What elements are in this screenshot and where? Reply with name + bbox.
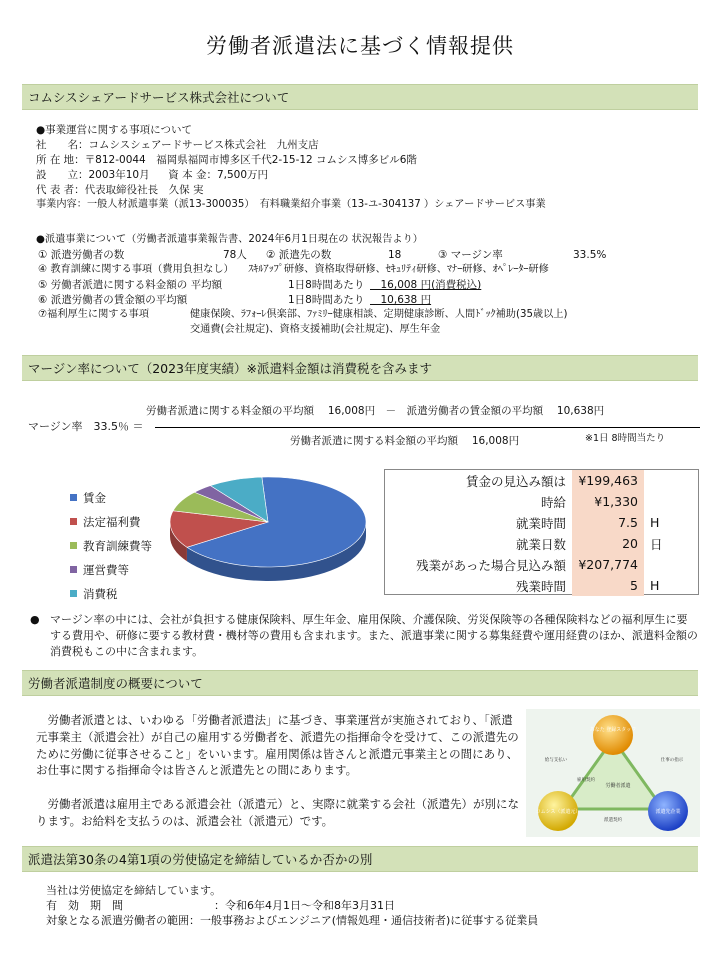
business-row xyxy=(36,198,546,213)
legend-item-wage xyxy=(70,490,106,506)
formula-numerator: 労働者派遣に関する料金額の平均額 16,008円 － 派遣労働者の賃金額の平均額 10,638円 xyxy=(146,405,605,417)
legend-label: 運営費等 xyxy=(83,563,129,577)
kpi-unit: H xyxy=(650,515,660,530)
dispatch-row-4 xyxy=(38,293,432,308)
legend-item-training xyxy=(70,538,152,554)
client-count-value: 18 xyxy=(388,249,402,261)
legend-item-welfare xyxy=(70,514,141,530)
welfare-value-2: 交通費(会社規定)、資格支援補助(会社規定)、厚生年金 xyxy=(190,324,441,335)
salary-edge-label: 給与支払い xyxy=(544,758,568,763)
legend-label: 法定福利費 xyxy=(83,515,141,529)
kpi-unit: H xyxy=(650,578,660,593)
fee-avg-value: 16,008 円(消費税込) xyxy=(370,279,482,291)
pie-svg xyxy=(168,470,378,595)
kpi-label: 残業時間 xyxy=(515,578,566,594)
kpi-row xyxy=(385,512,676,533)
kpi-unit xyxy=(644,470,676,491)
training-value: ｽｷﾙｱｯﾌﾟ研修、資格取得研修、ｾｷｭﾘﾃｨ研修、ﾏﾅｰ研修、ｵﾍﾟﾚｰﾀｰ研修 xyxy=(248,264,549,275)
kpi-value: 20 xyxy=(572,533,644,554)
address-row xyxy=(36,153,417,168)
legend-item-operation xyxy=(70,562,129,578)
kpi-row xyxy=(385,575,676,596)
established-value: 2003年10月 xyxy=(88,169,150,181)
kpi-value: 7.5 xyxy=(572,512,644,533)
kpi-label: 残業があった場合見込み額 xyxy=(416,557,566,573)
welfare-value-1: 健康保険、ﾗﾌｫｰﾚ倶楽部、ﾌｧﾐﾘｰ健康相談、定期健康診断、人間ﾄﾞｯｸ補助(35歳以上) xyxy=(190,309,568,320)
bullet: ● xyxy=(30,613,40,626)
kpi-label: 就業時間 xyxy=(515,515,566,531)
kpi-value: 5 xyxy=(572,575,644,596)
capital-label: 資 本 金： xyxy=(168,169,217,181)
agreement-status: 当社は労使協定を締結しています。 xyxy=(46,884,222,897)
worker-count-label: ① 派遣労働者の数 xyxy=(38,249,125,261)
margin-rate-value: 33.5% xyxy=(573,249,607,261)
salary-estimate-table xyxy=(384,469,699,595)
kpi-row xyxy=(385,554,676,575)
margin-rate-label: ③ マージン率 xyxy=(438,249,503,261)
diagram-svg xyxy=(526,709,700,837)
legend-swatch xyxy=(70,542,77,549)
wage-avg-value: 10,638 円 xyxy=(370,294,432,306)
kpi-label: 就業日数 xyxy=(515,536,566,552)
staff-node xyxy=(593,715,633,755)
company-row xyxy=(36,138,319,153)
worker-count-value: 78人 xyxy=(223,249,247,261)
kpi-row xyxy=(385,491,676,512)
fee-avg-label: ⑤ 労働者派遣に関する料金額の 平均額 xyxy=(38,279,223,291)
agency-node-label: コムシス（派遣元） xyxy=(535,809,581,815)
legend-swatch xyxy=(70,494,77,501)
formula-denominator: 労働者派遣に関する料金額の平均額 16,008円 xyxy=(290,435,520,447)
formula-lhs: マージン率 33.5％ ＝ xyxy=(28,420,144,433)
dispatch-row-2 xyxy=(38,263,549,278)
kpi-value: ¥1,330 xyxy=(572,491,644,512)
rep-value: 代表取締役社長 久保 実 xyxy=(84,184,204,196)
section-heading-overview: 労働者派遣制度の概要について xyxy=(22,670,698,696)
dispatch-relationship-diagram xyxy=(526,709,700,837)
dispatch-row-5 xyxy=(38,308,568,323)
instruction-edge-label: 仕事の指示 xyxy=(660,758,684,763)
target-scope: 対象となる派遣労働者の範囲：一般事務およびエンジニア(情報処理・通信技術者)に従事する従業員 xyxy=(46,914,539,927)
kpi-unit xyxy=(644,491,676,512)
wage-avg-prefix: 1日8時間あたり xyxy=(288,294,365,306)
fraction-line xyxy=(155,427,700,428)
diagram-center-label: 労働者派遣 xyxy=(605,783,631,789)
rep-label: 代 表 者： xyxy=(36,184,85,196)
margin-explanation xyxy=(30,612,698,660)
employment-edge-label: 雇用契約 xyxy=(577,778,595,783)
kpi-unit xyxy=(644,554,676,575)
wage-avg-label: ⑥ 派遣労働者の賃金額の平均額 xyxy=(38,294,188,306)
business-label: 事業内容： xyxy=(36,199,87,210)
business-value: 一般人材派遣事業（派13-300035） 有料職業紹介事業（13-ユ-304137 ）シェアードサービス事業 xyxy=(86,199,546,210)
margin-explanation-text: マージン率の中には、会社が負担する健康保険料、厚生年金、雇用保険、介護保険、労災保険等の各種保険料などの福利厚生に要する費用や、研修に要する教材費・機材等の費用も含まれます。また、派遣事業に関する募集経費や運用経費のほか、派遣料金額の消費税もこの中に含まれます。 xyxy=(50,613,698,658)
kpi-row xyxy=(385,533,676,554)
legend-swatch xyxy=(70,566,77,573)
validity-value: ：令和6年4月1日〜令和8年3月31日 xyxy=(214,899,395,912)
section-heading-margin: マージン率について（2023年度実績）※派遣料金額は消費税を含みます xyxy=(22,355,698,381)
kpi-value: ¥199,463 xyxy=(572,470,644,491)
legend-label: 賃金 xyxy=(83,491,106,505)
capital-value: 7,500万円 xyxy=(216,169,269,181)
address-value: 〒812-0044 福岡県福岡市博多区千代2-15-12 コムシス博多ビル6階 xyxy=(84,154,417,166)
staff-node-label: あなた 登録スタッフ xyxy=(589,727,637,733)
section-heading-company: コムシスシェアードサービス株式会社について xyxy=(22,84,698,110)
established-label: 設 立： xyxy=(36,169,89,181)
address-label: 所 在 地： xyxy=(36,154,85,166)
formula-note: ※1日 8時間当たり xyxy=(585,433,666,444)
validity-label: 有 効 期 間 xyxy=(46,899,123,912)
kpi-value: ¥207,774 xyxy=(572,554,644,575)
section-heading-agreement: 派遣法第30条の4第1項の労使協定を締結しているか否かの別 xyxy=(22,846,698,872)
kpi-unit: 日 xyxy=(650,536,663,552)
company-value: コムシスシェアードサービス株式会社 九州支店 xyxy=(88,139,319,151)
legend-label: 消費税 xyxy=(83,587,118,601)
legend-swatch xyxy=(70,518,77,525)
validity-row xyxy=(46,899,395,914)
legend-item-tax xyxy=(70,586,118,602)
representative-row xyxy=(36,183,204,198)
contract-edge-label: 派遣契約 xyxy=(604,818,622,823)
dispatch-heading: ●派遣事業について（労働者派遣事業報告書、2024年6月1日現在の 状況報告より） xyxy=(36,234,423,245)
client-node-label: 派遣先企業 xyxy=(655,809,681,815)
kpi-table xyxy=(385,470,676,596)
company-label: 社 名： xyxy=(36,139,89,151)
kpi-label: 時給 xyxy=(540,494,566,510)
business-heading: ●事業運営に関する事項について xyxy=(36,124,192,136)
kpi-row xyxy=(385,470,676,491)
pie-chart xyxy=(60,470,380,600)
welfare-label: ⑦福利厚生に関する事項 xyxy=(38,309,150,320)
kpi-label: 賃金の見込み額は xyxy=(465,473,566,489)
legend-swatch xyxy=(70,590,77,597)
training-label: ④ 教育訓練に関する事項（費用負担なし） xyxy=(38,264,234,275)
page-title: 労働者派遣法に基づく情報提供 xyxy=(206,34,514,58)
fee-avg-prefix: 1日8時間あたり xyxy=(288,279,365,291)
overview-paragraph-2: 労働者派遣は雇用主である派遣会社（派遣元）と、実際に就業する会社（派遣先）が別になります。お給料を支払うのは、派遣会社（派遣元）です。 xyxy=(36,797,519,828)
dispatch-row-3 xyxy=(38,278,482,293)
client-count-label: ② 派遣先の数 xyxy=(266,249,332,261)
established-row xyxy=(36,168,268,183)
overview-paragraph-1: 労働者派遣とは、いわゆる「労働者派遣法」に基づき、事業運営が実施されており、「派遣元事業主（派遣会社）が自己の雇用する労働者を、派遣先の指揮命令を受けて、この派遣先のために労働に従事させること」をいいます。雇用関係は皆さんと派遣元事業主との間にあり、お仕事に関する指揮命令は皆さんと派遣先との間にあります。 xyxy=(36,713,519,778)
legend-label: 教育訓練費等 xyxy=(83,539,152,553)
